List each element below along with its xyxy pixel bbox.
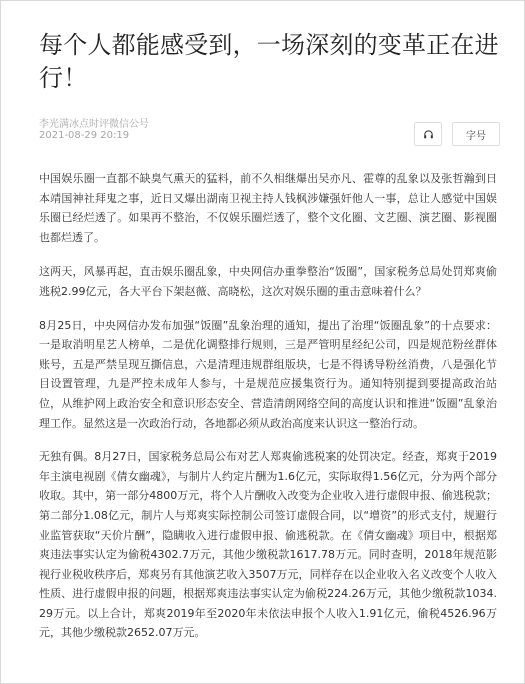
paragraph: 8月25日，中央网信办发布加强“饭圈”乱象治理的通知，提出了治理“饭圈乱象”的十点要求：一是取消明星艺人榜单，二是优化调整排行规则，三是严管明星经纪公司，四是规范粉丝群体账号，五是严禁呈现互撕信息，六是清理违规群组版块，七是不得诱导粉丝消费，八是强化节目设置管理，九是严控未成年人参与，十是规范应援集资行为。通知特别提到要提高政治站位，从维护网上政治安全和意识形态安全、营造清朗网络空间的高度认识和推进“饭圈”乱象治理工作。显然这是一次政治行动，各地都必须从政治高度来认识这一整治行动。 [39, 318, 497, 430]
article-toolbar [414, 122, 500, 146]
article-source[interactable]: 李光满冰点时评微信公号 [39, 119, 149, 130]
article-body [39, 169, 497, 657]
paragraph: 无独有偶。8月27日，国家税务总局公布对艺人郑爽偷逃税案的处罚决定。经查，郑爽于2019年主演电视剧《倩女幽魂》，与制片人约定片酬为1.6亿元，实际取得1.56亿元，分为两个部分收取。其中，第一部分4800万元，将个人片酬收入改变为企业收入进行虚假申报、偷逃税款；第二部分1.08亿元，制片人与郑爽实际控制公司签订虚假合同，以“增资”的形式支付，规避行业监管获取“天价片酬”，隐瞒收入进行虚假申报、偷逃税款。在《倩女幽魂》项目中，根据郑爽违法事实认定为偷税4302.7万元，其他少缴税款1617.78万元。同时查明，2018年规范影视行业税收秩序后，郑爽另有其他演艺收入3507万元，同样存在以企业收入名义改变个人收入性质、进行虚假申报的问题，根据郑爽违法事实认定为偷税224.26万元，其他少缴税款1034.29万元。以上合计，郑爽2019年至2020年未依法申报个人收入1.91亿元，偷税4526.96万元，其他少缴税款2652.07万元。 [39, 450, 497, 640]
publish-date: 2021-08-29 20:19 [39, 130, 130, 141]
listen-button[interactable] [414, 122, 442, 146]
font-size-button[interactable]: 字号 [452, 122, 500, 146]
paragraph: 这两天，风暴再起，直击娱乐圈乱象，中央网信办重拳整治“饭圈”，国家税务总局处罚郑爽偷逃税2.99亿元，各大平台下架赵薇、高晓松，这次对娱乐圈的重击意味着什么？ [39, 265, 497, 298]
article-title: 每个人都能感受到，一场深刻的变革正在进行！ [39, 31, 499, 92]
headphones-icon [423, 129, 434, 140]
paragraph: 中国娱乐圈一直都不缺臭气熏天的猛料，前不久相继爆出吴亦凡、霍尊的乱象以及张哲瀚到日本靖国神社拜鬼之事，近日又爆出湖南卫视主持人钱枫涉嫌强奸他人一事，总让人感觉中国娱乐圈已经烂透了。如果再不整治，不仅娱乐圈烂透了，整个文化圈、文艺圈、演艺圈、影视圈也都烂透了。 [39, 172, 497, 244]
